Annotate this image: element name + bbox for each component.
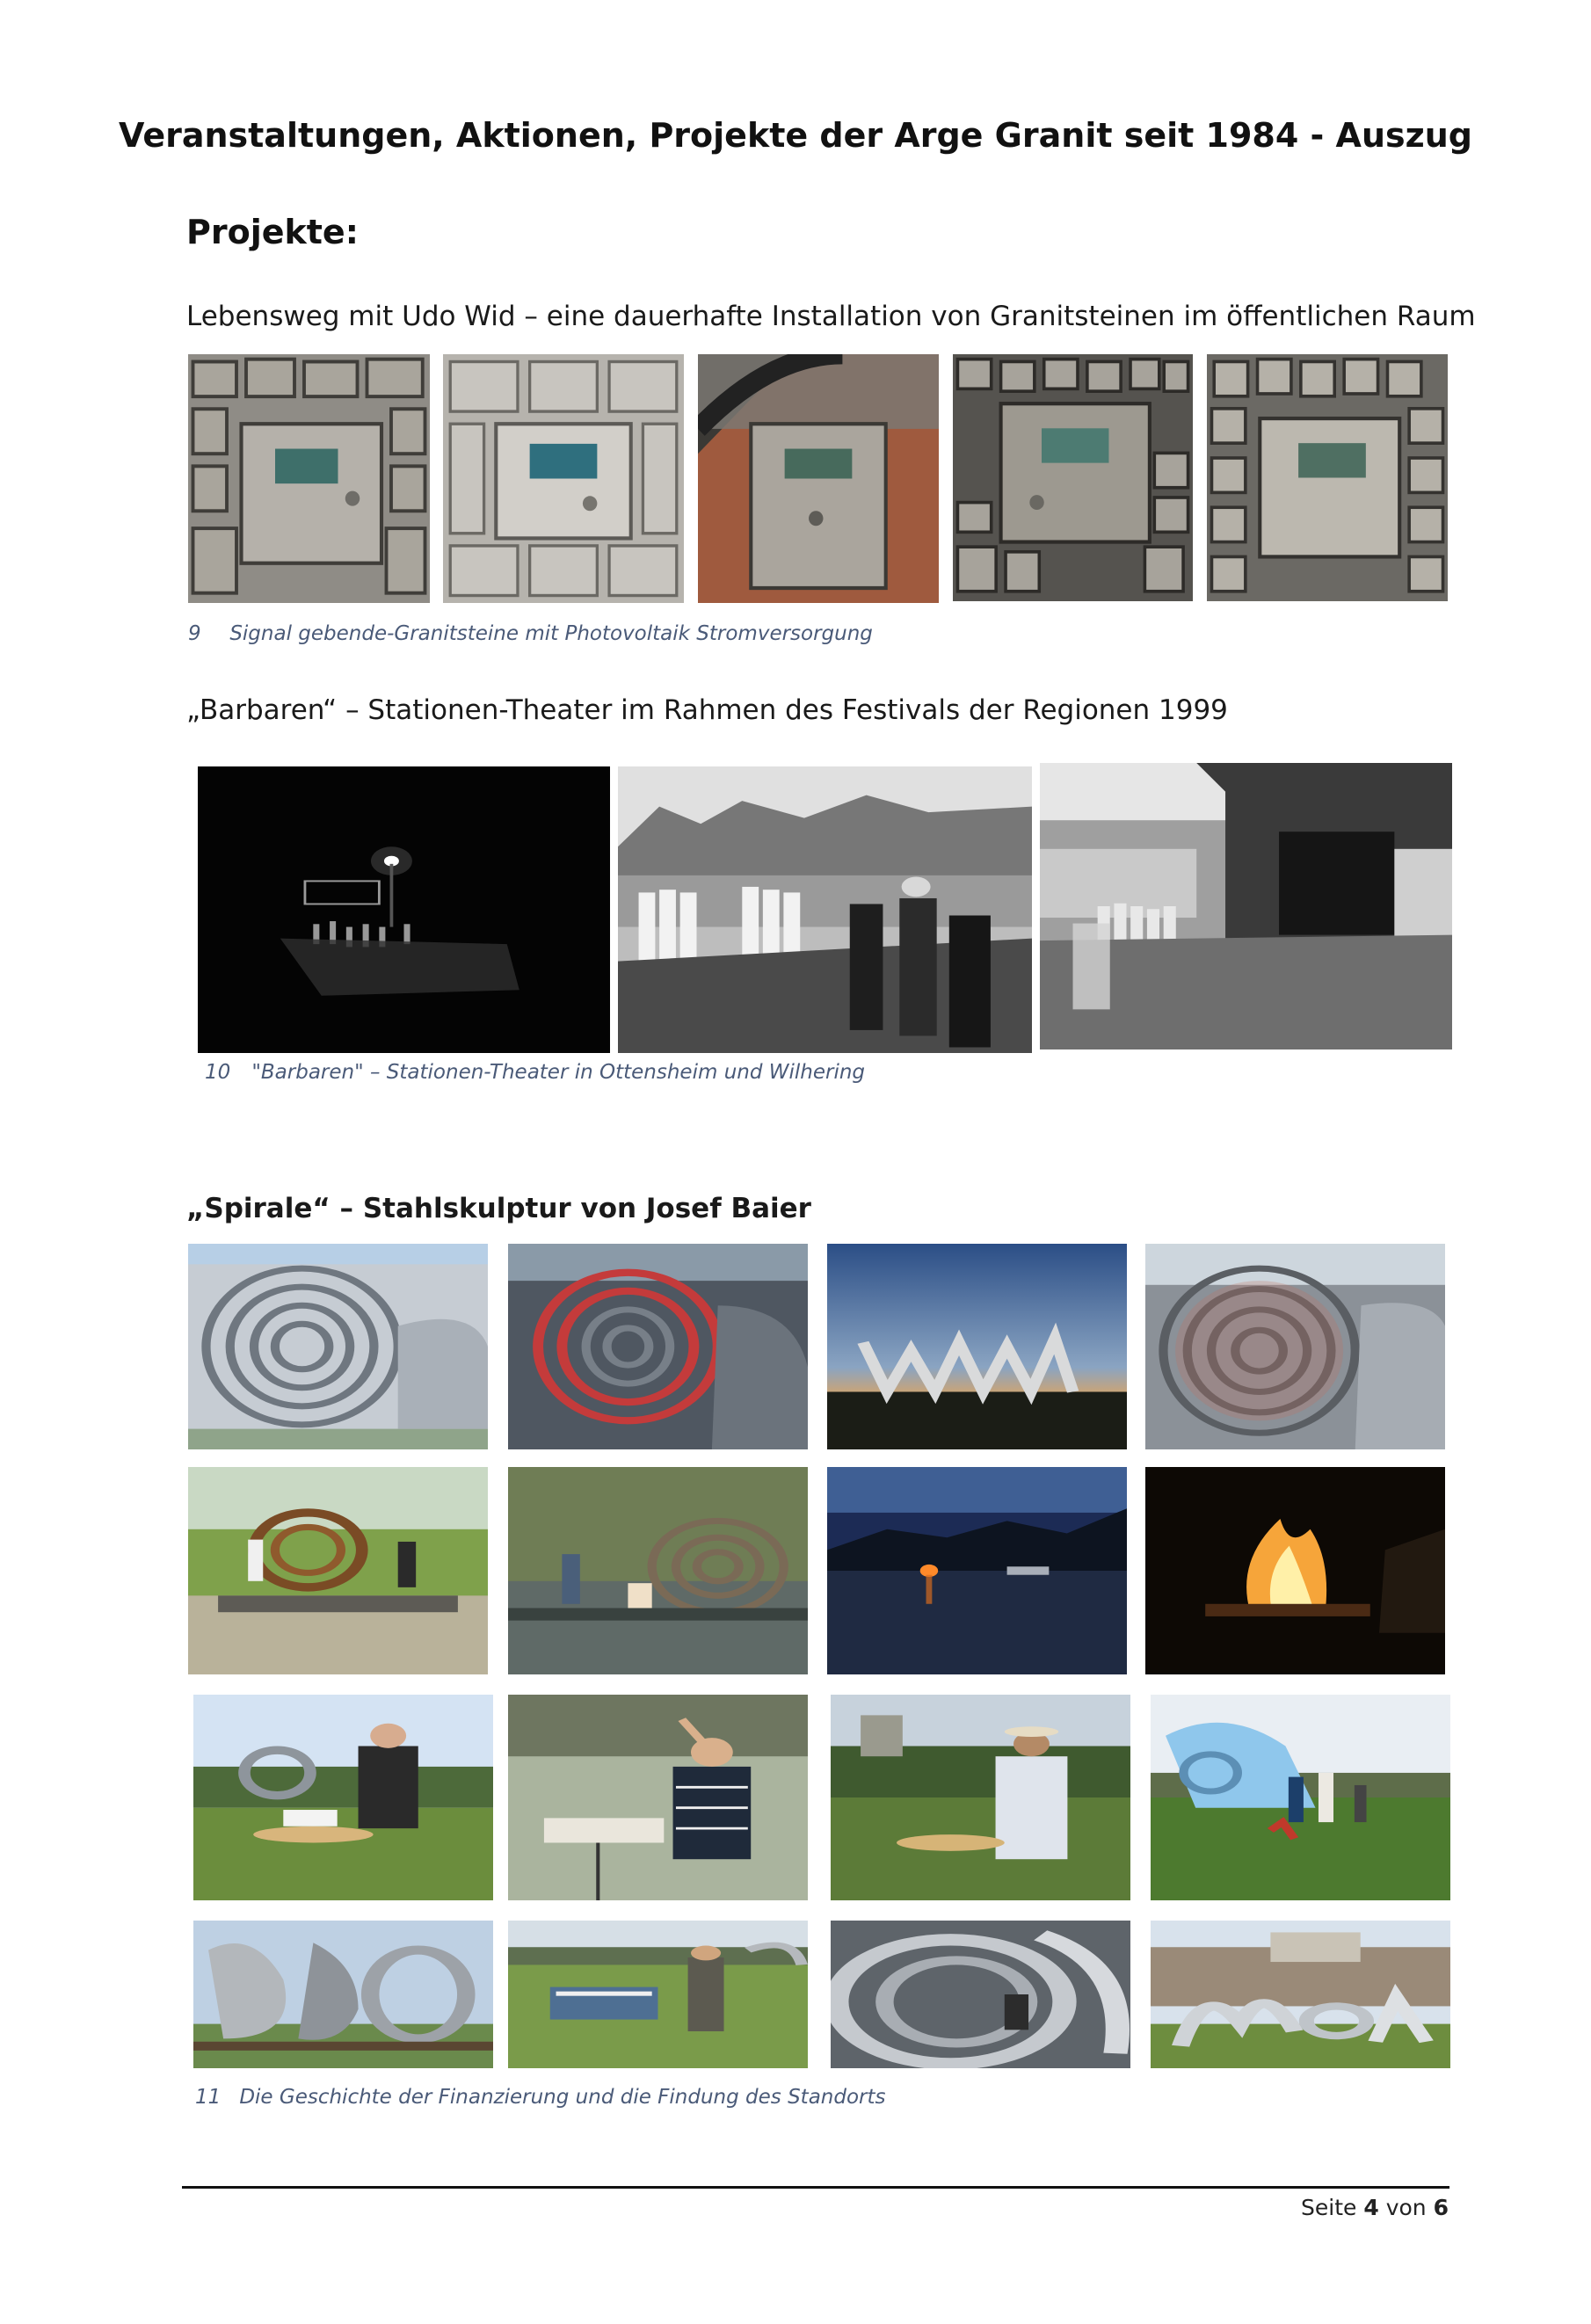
- photo-spirale-speech-2: [508, 1695, 808, 1900]
- figure-caption-10: [205, 1061, 865, 1084]
- photo-spirale-steel-red: [508, 1244, 808, 1449]
- photo-granite-stone-5: [1207, 354, 1448, 601]
- photo-spirale-raft-1: [188, 1467, 488, 1674]
- caption-text: Signal gebende-Granitsteine mit Photovoltaik Stromversorgung: [229, 622, 873, 645]
- section-heading-spirale: „Spirale“ – Stahlskulptur von Josef Baier: [186, 1193, 811, 1224]
- photo-spirale-closeup: [831, 1921, 1130, 2068]
- photo-spirale-wrapped: [1151, 1695, 1450, 1900]
- total-pages: 6: [1433, 2195, 1449, 2220]
- figure-caption-11: [195, 2086, 886, 2109]
- page-title: Veranstaltungen, Aktionen, Projekte der Arge Granit seit 1984 - Auszug: [118, 116, 1472, 155]
- section-heading-barbaren: „Barbaren“ – Stationen-Theater im Rahmen des Festivals der Regionen 1999: [186, 694, 1228, 726]
- photo-granite-stone-3: [698, 354, 939, 603]
- caption-text: Die Geschichte der Finanzierung und die Findung des Standorts: [239, 2086, 886, 2109]
- photo-barbaren-night-stage: [198, 766, 610, 1053]
- page-number: [1301, 2195, 1449, 2220]
- caption-number: 11: [195, 2086, 222, 2109]
- photo-spirale-steel-2: [1145, 1244, 1445, 1449]
- photo-spirale-raft-2: [508, 1467, 808, 1674]
- footer-rule: [182, 2186, 1449, 2189]
- page-label: Seite: [1301, 2195, 1357, 2220]
- photo-granite-stone-4: [953, 354, 1193, 601]
- section-heading-lebensweg: Lebensweg mit Udo Wid – eine dauerhafte Installation von Granitsteinen im öffentlichen Raum: [186, 301, 1476, 332]
- photo-spirale-speech-3: [831, 1695, 1130, 1900]
- photo-barbaren-courtyard: [1040, 763, 1452, 1049]
- photo-spirale-fire: [1145, 1467, 1445, 1674]
- photo-spirale-river-dusk: [827, 1467, 1127, 1674]
- photo-spirale-speech-1: [193, 1695, 493, 1900]
- page-of-label: von: [1385, 2195, 1427, 2220]
- photo-spirale-sunset: [827, 1244, 1127, 1449]
- caption-text: "Barbaren" – Stationen-Theater in Ottensheim und Wilhering: [251, 1061, 866, 1084]
- caption-number: 9: [188, 622, 201, 645]
- photo-barbaren-choir: [618, 766, 1032, 1053]
- photo-spirale-steel-1: [188, 1244, 488, 1449]
- photo-spirale-transport: [193, 1921, 493, 2068]
- photo-granite-stone-1: [188, 354, 430, 603]
- caption-number: 10: [205, 1061, 231, 1084]
- current-page: 4: [1363, 2195, 1379, 2220]
- figure-caption-9: [188, 622, 873, 645]
- photo-spirale-installed: [1151, 1921, 1450, 2068]
- photo-spirale-info-board: [508, 1921, 808, 2068]
- photo-granite-stone-2: [443, 354, 684, 603]
- section-heading-projekte: Projekte:: [186, 213, 359, 251]
